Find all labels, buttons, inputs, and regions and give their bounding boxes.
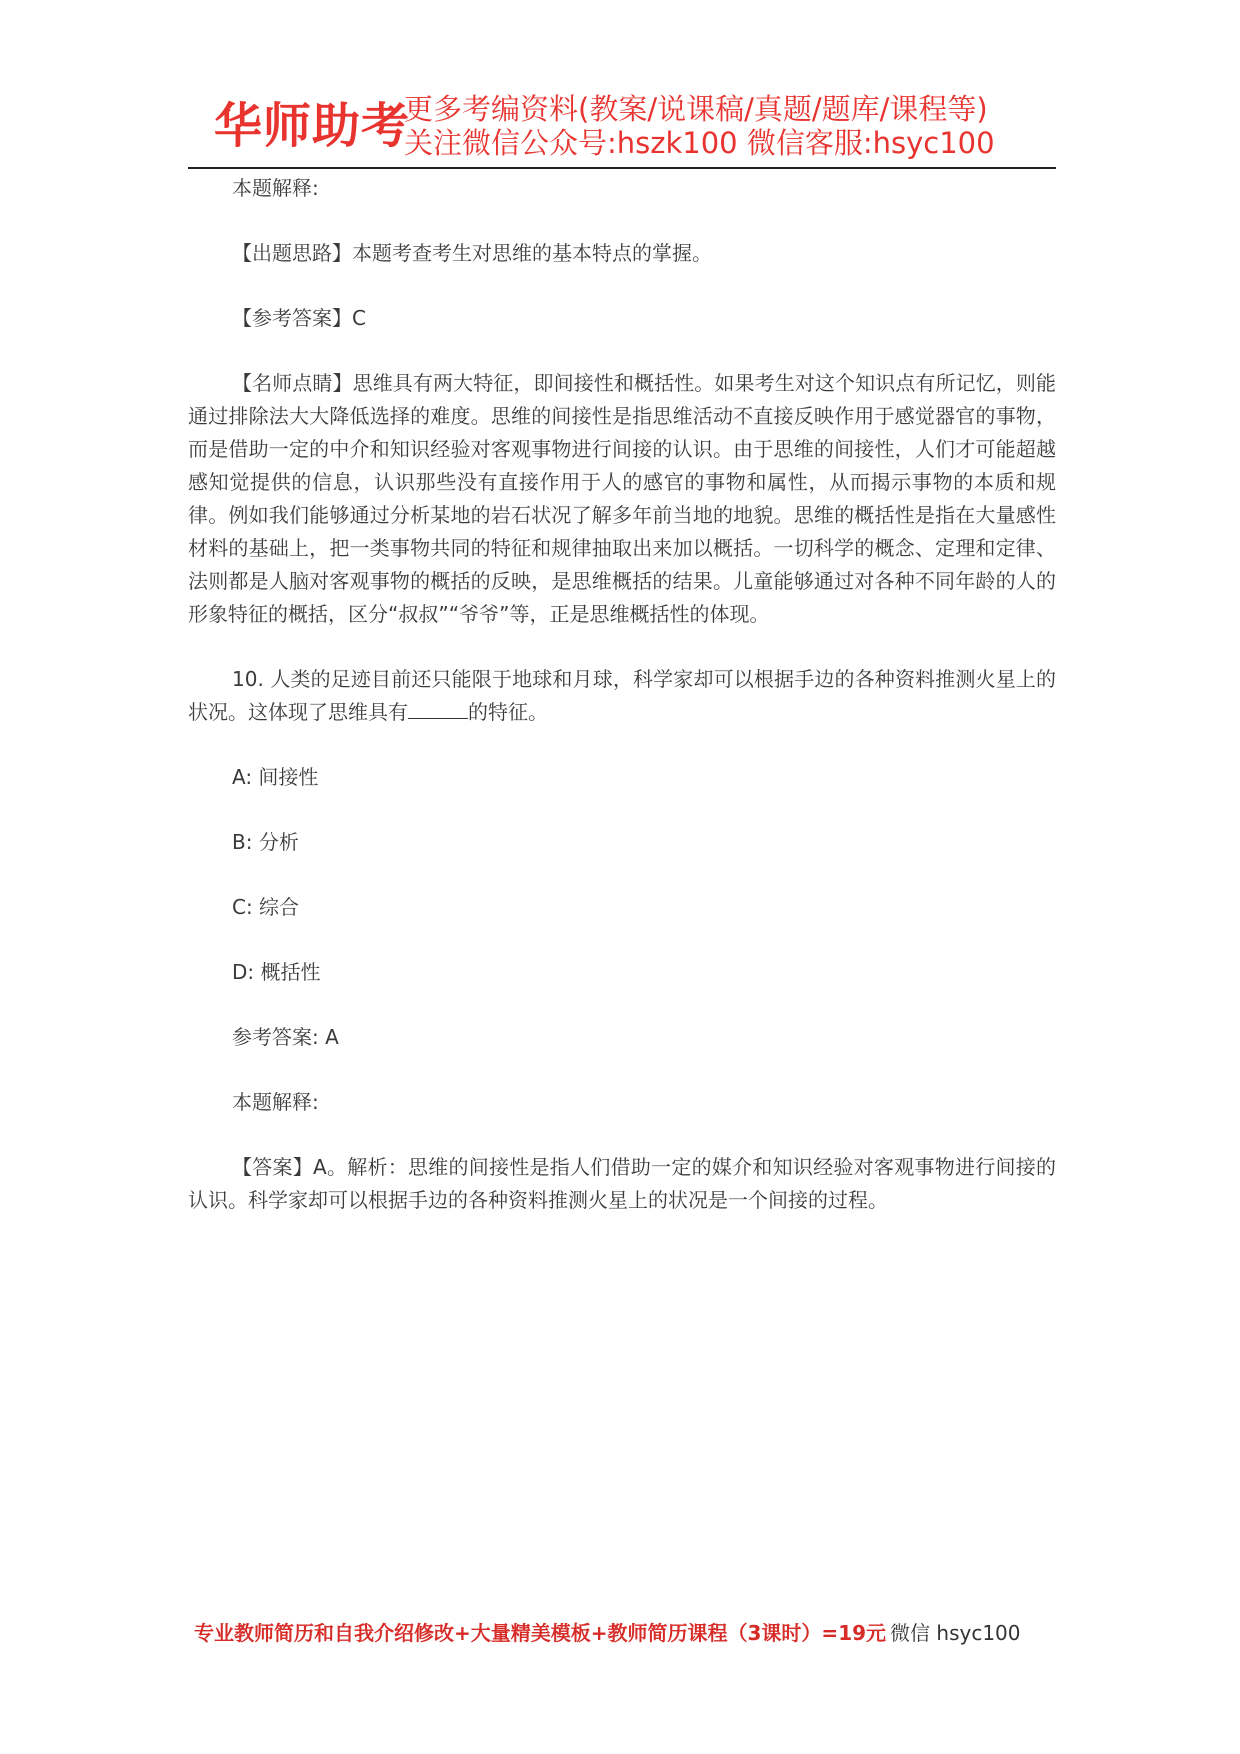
answer-line: 参考答案: A xyxy=(232,1025,339,1049)
answer-blank xyxy=(408,696,468,719)
header-divider xyxy=(188,167,1056,169)
header-line-1: 更多考编资料(教案/说课稿/真题/题库/课程等) xyxy=(404,92,988,126)
header-line-2: 关注微信公众号:hszk100 微信客服:hsyc100 xyxy=(404,126,995,160)
option-d: D: 概括性 xyxy=(232,960,321,984)
option-b: B: 分析 xyxy=(232,830,299,854)
footer-promo xyxy=(194,1618,1021,1648)
option-a: A: 间接性 xyxy=(232,765,319,789)
header-promo-text xyxy=(404,92,995,160)
question-idea: 【出题思路】本题考查考生对思维的基本特点的掌握。 xyxy=(232,241,712,265)
question-text: 10. 人类的足迹目前还只能限于地球和月球，科学家却可以根据手边的各种资料推测火星上的状况。这体现了思维具有 xyxy=(188,667,1056,724)
teacher-comment: 【名师点睛】思维具有两大特征，即间接性和概括性。如果考生对这个知识点有所记忆，则能通过排除法大大降低选择的难度。思维的间接性是指思维活动不直接反映作用于感觉器官的事物，而是借助一定的中介和知识经验对客观事物进行间接的认识。由于思维的间接性，人们才可能超越感知觉提供的信息，认识那些没有直接作用于人的感官的事物和属性，从而揭示事物的本质和规律。例如我们能够通过分析某地的岩石状况了解多年前当地的地貌。思维的概括性是指在大量感性材料的基础上，把一类事物共同的特征和规律抽取出来加以概括。一切科学的概念、定理和定律、法则都是人脑对客观事物的概括的反映，是思维概括的结果。儿童能够通过对各种不同年龄的人的形象特征的概括，区分“叔叔”“爷爷”等，正是思维概括性的体现。 xyxy=(188,371,1056,626)
question-suffix: 的特征。 xyxy=(468,700,548,724)
document-body xyxy=(188,172,1056,1249)
reference-answer: 【参考答案】C xyxy=(232,306,366,330)
header-banner xyxy=(214,92,1034,162)
footer-contact: 微信 hsyc100 xyxy=(890,1621,1021,1645)
brand-logo: 华师助考 xyxy=(214,98,411,154)
question-10 xyxy=(188,663,1056,729)
final-answer: 【答案】A。解析：思维的间接性是指人们借助一定的媒介和知识经验对客观事物进行间接的认识。科学家却可以根据手边的各种资料推测火星上的状况是一个间接的过程。 xyxy=(188,1155,1056,1212)
option-c: C: 综合 xyxy=(232,895,300,919)
footer-promo-text: 专业教师简历和自我介绍修改+大量精美模板+教师简历课程（3课时）=19元 xyxy=(194,1621,887,1645)
explanation-label: 本题解释: xyxy=(232,176,319,200)
explanation-label: 本题解释: xyxy=(232,1090,319,1114)
